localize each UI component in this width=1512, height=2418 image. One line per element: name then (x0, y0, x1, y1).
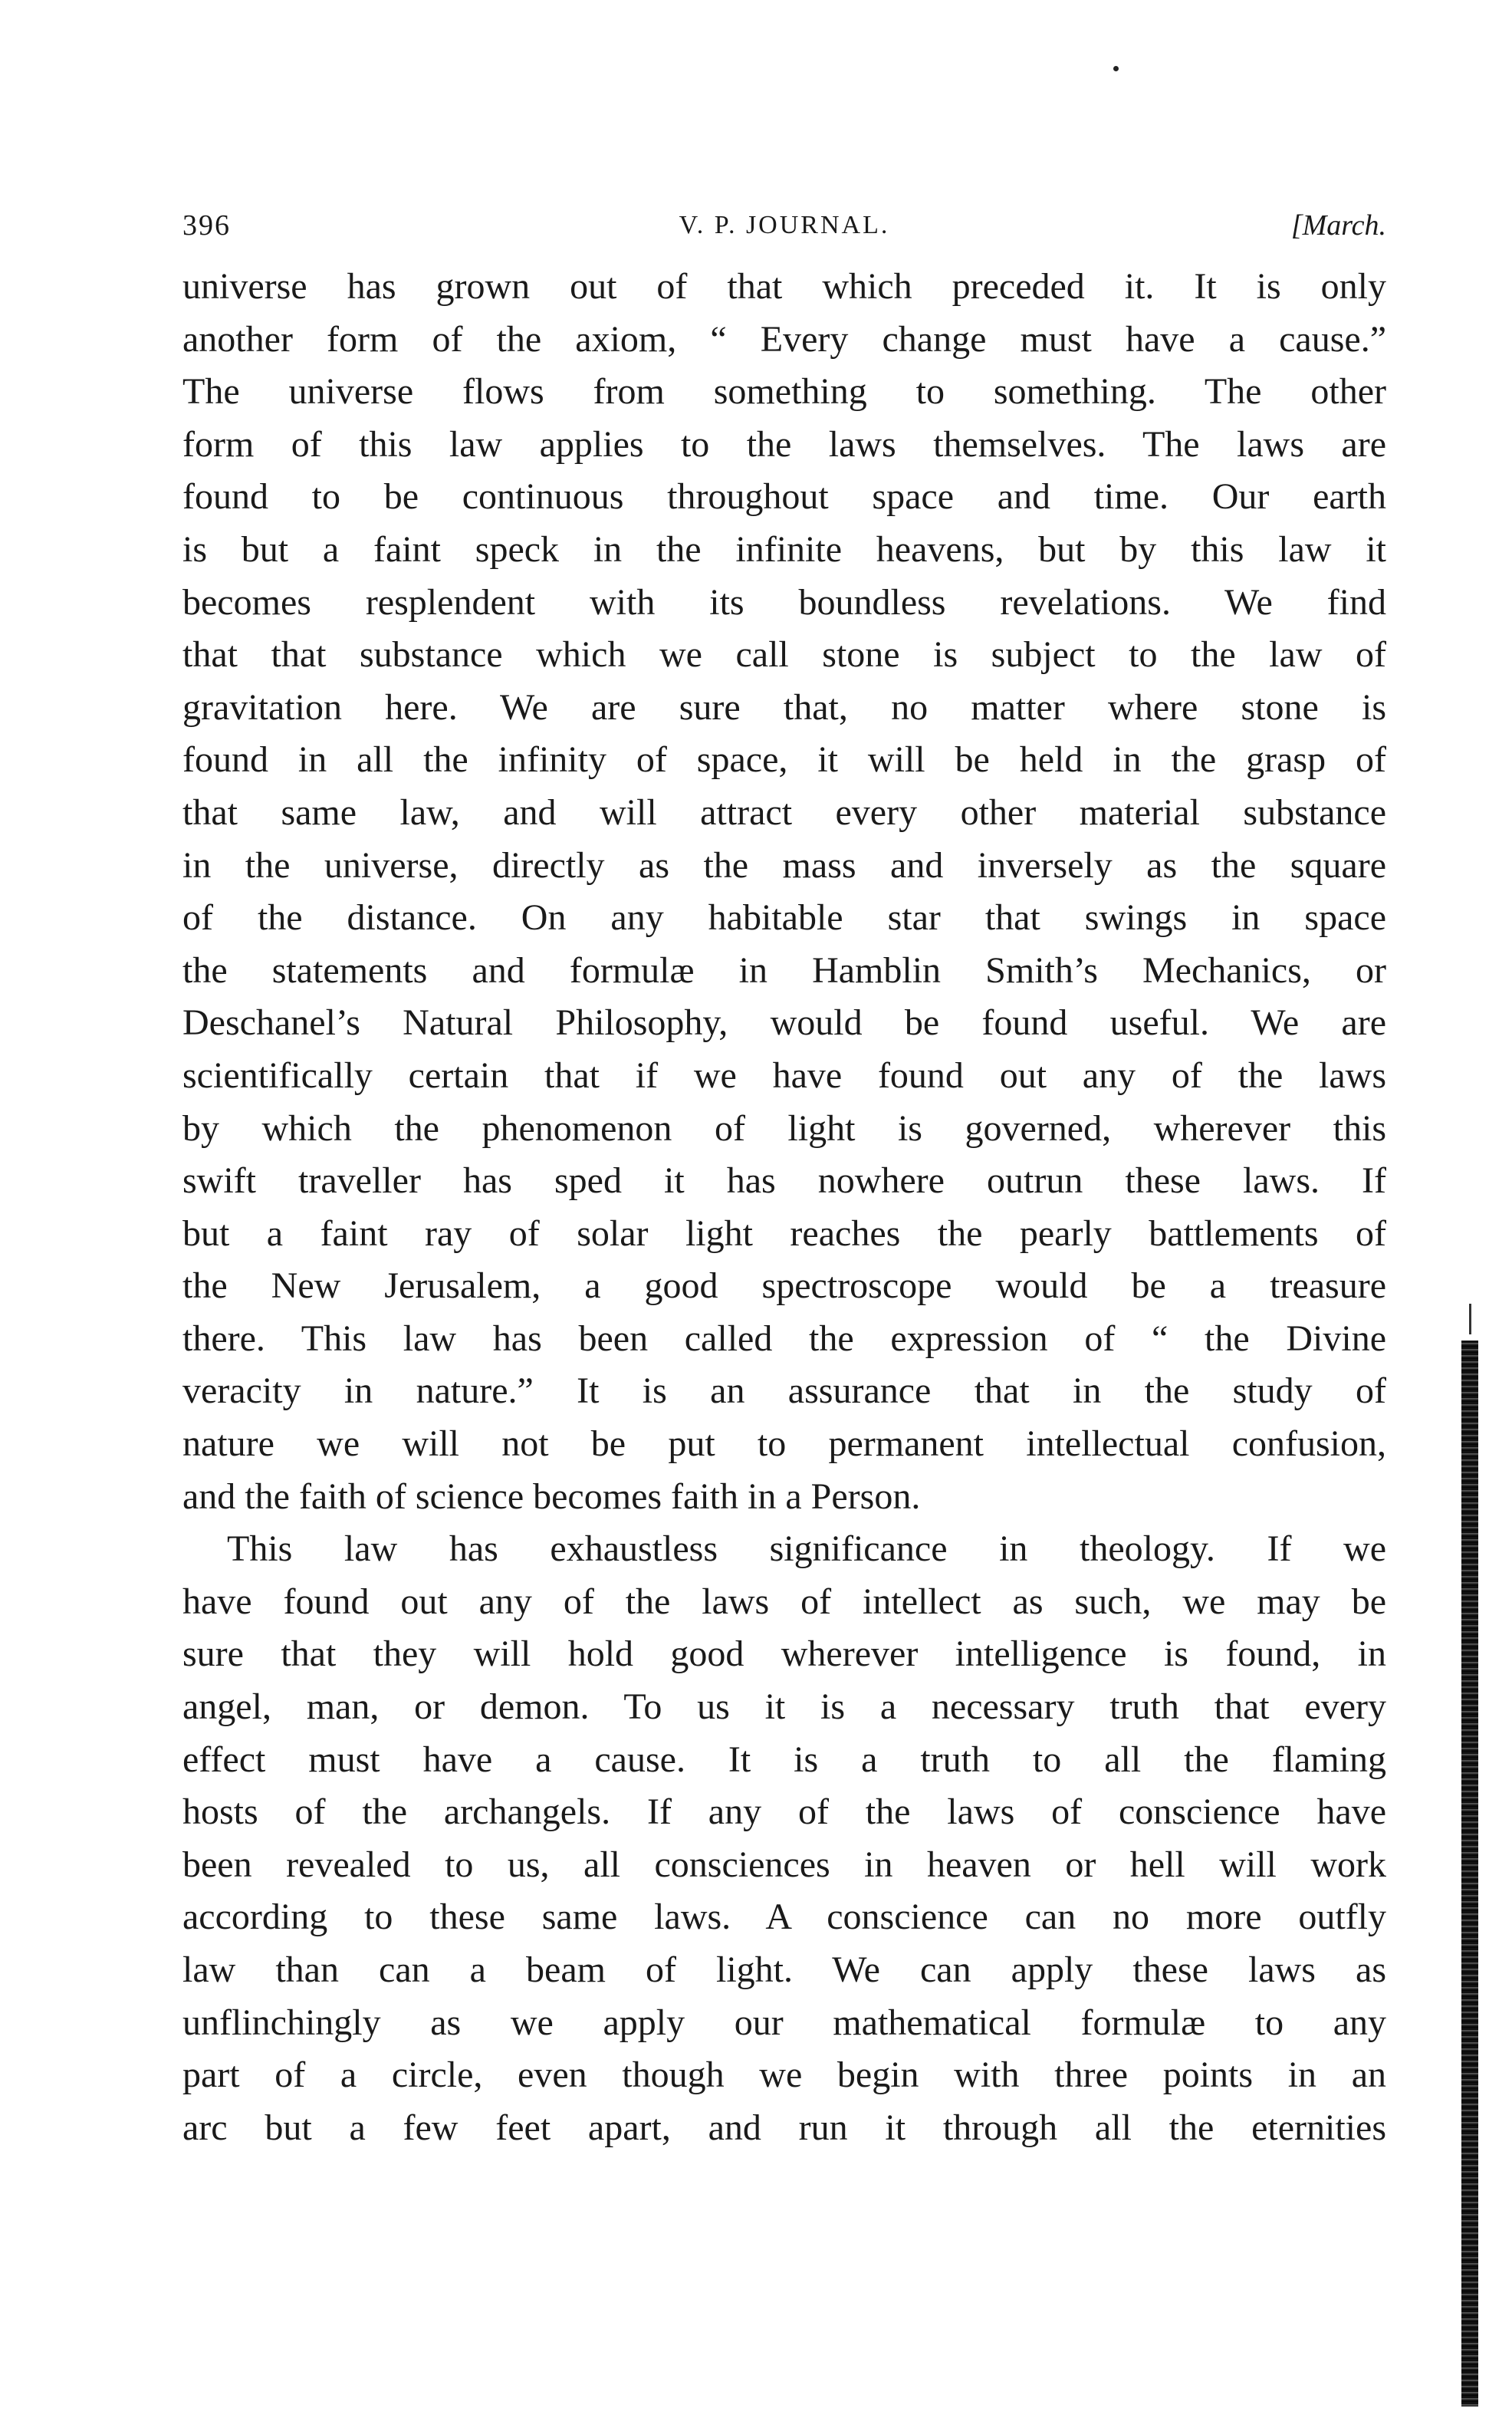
paragraph-2 (182, 1523, 1386, 2154)
text-line: found in all the infinity of space, it will be held in the grasp of (182, 739, 1386, 781)
text-line: effect must have a cause. It is a truth to all the flaming (182, 1739, 1386, 1780)
text-line: angel, man, or demon. To us it is a necessary truth that every (182, 1686, 1386, 1728)
text-line: swift traveller has sped it has nowhere outrun these laws. If (182, 1160, 1386, 1202)
text-line: and the faith of science becomes faith in a Person. (182, 1475, 921, 1517)
text-line: according to these same laws. A conscience can no more outfly (182, 1897, 1386, 1938)
text-line: part of a circle, even though we begin with three points in an (182, 2054, 1386, 2096)
text-line: there. This law has been called the expression of “ the Divine (182, 1318, 1386, 1359)
text-line: of the distance. On any habitable star that swings in space (182, 897, 1386, 939)
binding-mark (1469, 1304, 1471, 1334)
text-line: universe has grown out of that which preceded it. It is only (182, 266, 1386, 307)
text-line: This law has exhaustless significance in theology. If we (227, 1528, 1386, 1570)
text-line: gravitation here. We are sure that, no matter where stone is (182, 686, 1386, 728)
text-line: another form of the axiom, “ Every change must have a cause.” (182, 318, 1386, 360)
text-line: found to be continuous throughout space and time. Our earth (182, 476, 1386, 518)
ink-speck (1113, 66, 1119, 71)
text-line: Deschanel’s Natural Philosophy, would be found useful. We are (182, 1002, 1386, 1044)
text-line: that that substance which we call stone is subject to the law of (182, 634, 1386, 676)
text-line: unflinchingly as we apply our mathematical formulæ to any (182, 2002, 1386, 2043)
page-number: 396 (182, 209, 231, 242)
text-line: been revealed to us, all consciences in heaven or hell will work (182, 1844, 1386, 1885)
header-month: [March. (1290, 209, 1386, 242)
text-line: that same law, and will attract every other material substance (182, 791, 1386, 833)
text-line: hosts of the archangels. If any of the laws of conscience have (182, 1791, 1386, 1833)
paragraph-1 (182, 261, 1386, 1523)
page-header (182, 201, 1386, 250)
text-line: law than can a beam of light. We can apply these laws as (182, 1949, 1386, 1990)
body-text (182, 261, 1386, 2154)
text-line: The universe flows from something to something. The other (182, 371, 1386, 413)
text-line: veracity in nature.” It is an assurance that in the study of (182, 1370, 1386, 1412)
text-line: have found out any of the laws of intellect as such, we may be (182, 1581, 1386, 1622)
text-line: becomes resplendent with its boundless revelations. We find (182, 581, 1386, 623)
page-binding-edge (1461, 1341, 1478, 2406)
text-line: scientifically certain that if we have found out any of the laws (182, 1054, 1386, 1096)
text-line: but a faint ray of solar light reaches the pearly battlements of (182, 1212, 1386, 1254)
text-line: nature we will not be put to permanent intellectual confusion, (182, 1423, 1386, 1465)
text-line: in the universe, directly as the mass and inversely as the square (182, 844, 1386, 886)
text-line: the statements and formulæ in Hamblin Smith’s Mechanics, or (182, 949, 1386, 991)
text-line: sure that they will hold good wherever intelligence is found, in (182, 1633, 1386, 1675)
text-line: by which the phenomenon of light is governed, wherever this (182, 1107, 1386, 1149)
text-line: form of this law applies to the laws themselves. The laws are (182, 423, 1386, 465)
text-line: the New Jerusalem, a good spectroscope would be a treasure (182, 1265, 1386, 1307)
running-title: V. P. JOURNAL. (679, 211, 890, 239)
text-line: is but a faint speck in the infinite heavens, but by this law it (182, 528, 1386, 570)
text-line: arc but a few feet apart, and run it through all the eternities (182, 2107, 1386, 2148)
